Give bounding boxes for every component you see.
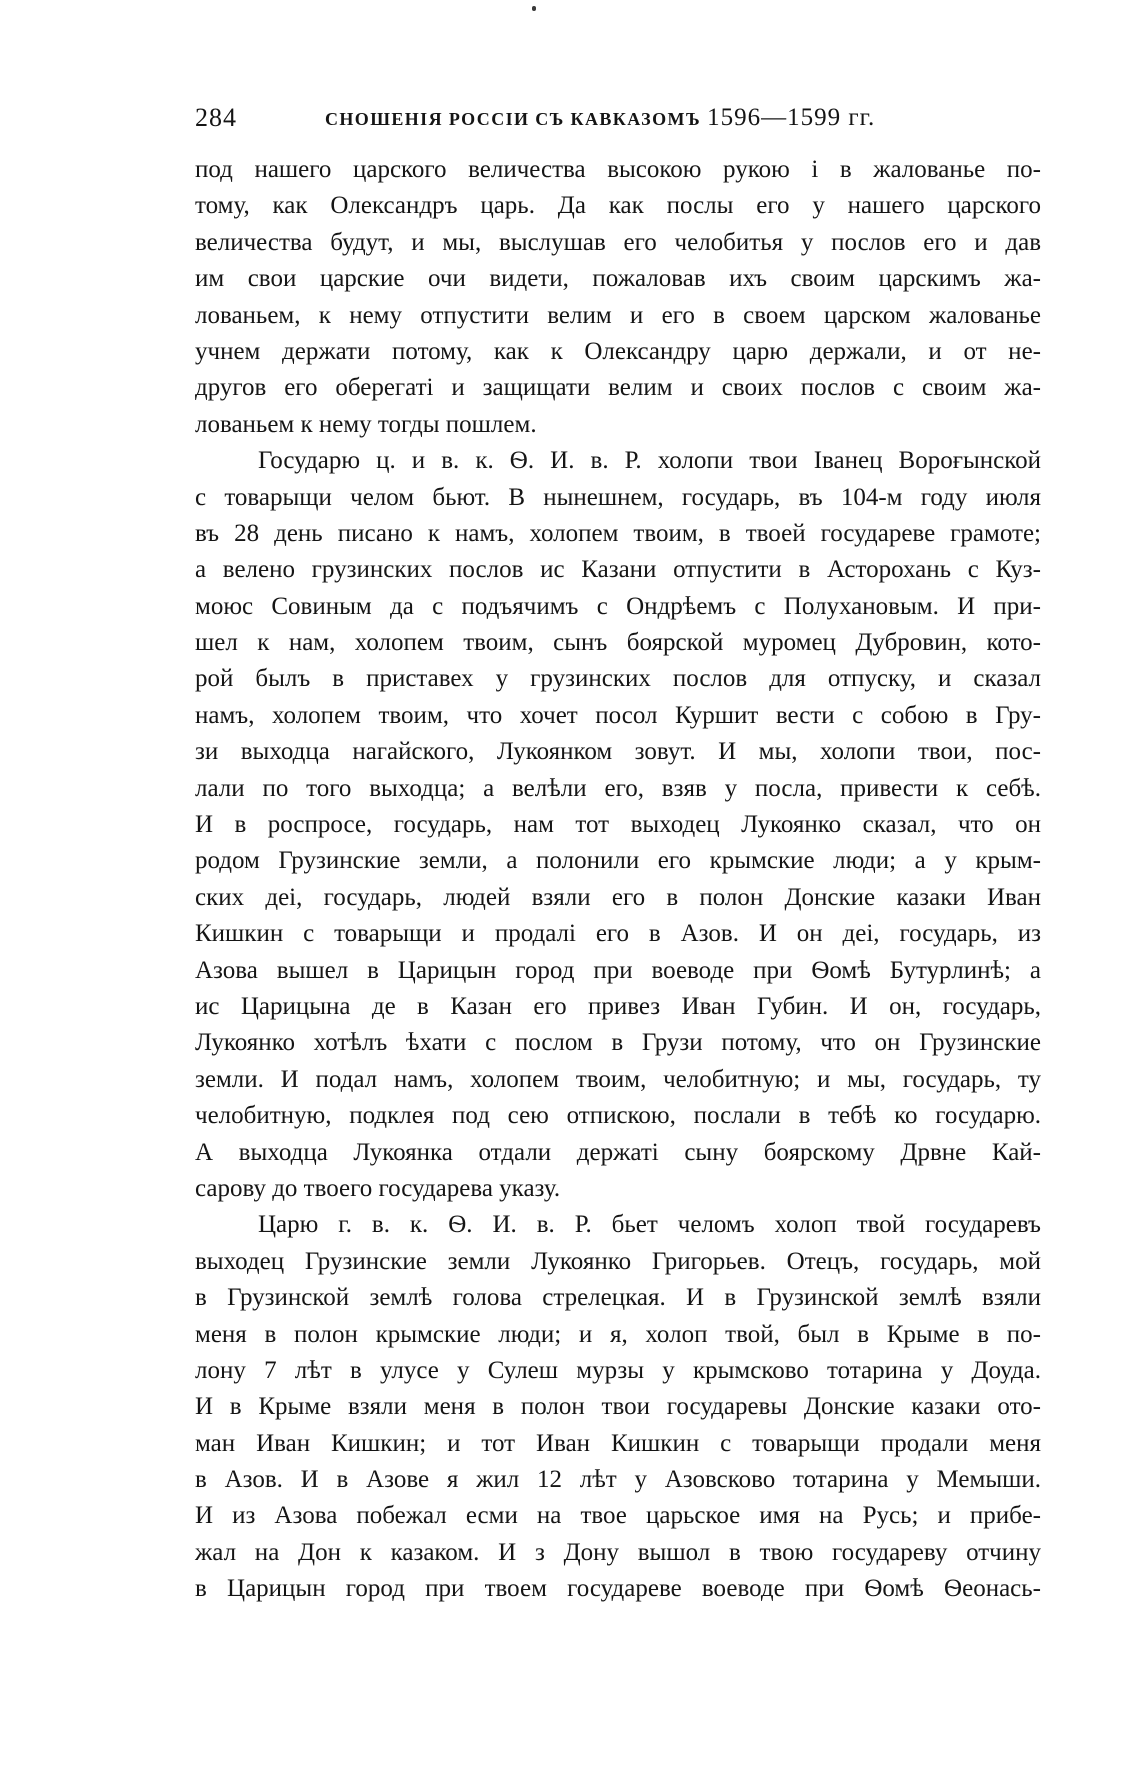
text-line: лали по того выходца; а велѣли его, взяв у посла, привести к себѣ. — [195, 774, 1041, 802]
running-title — [325, 100, 875, 137]
paragraph — [195, 152, 1041, 443]
text-line: Лукоянко хотѣлъ ѣхати с послом в Грузи потому, что он Грузинские — [195, 1029, 1041, 1057]
text-line: Государю ц. и в. к. Ѳ. И. в. Р. холопи твои Іванец Вороғынской — [258, 447, 1041, 475]
text-line: А выходца Лукоянка отдали держаті сыну боярскому Дрвне Кай- — [195, 1138, 1041, 1166]
text-line: под нашего царского величества высокою рукою і в жалованье по- — [195, 156, 1041, 183]
text-line: родом Грузинские земли, а полонили его крымские люди; а у крым- — [195, 847, 1041, 875]
text-line: лованьем, к нему отпустити велим и его в своем царском жалованье — [195, 301, 1041, 329]
paragraph — [195, 443, 1041, 1207]
text-line: И в роспросе, государь, нам тот выходец Лукоянко сказал, что он — [195, 811, 1041, 839]
text-line: учнем держати потому, как к Олександру царю держали, и от не- — [195, 337, 1041, 365]
paragraph — [195, 1207, 1041, 1607]
text-line: намъ, холопем твоим, что хочет посол Куршит вести с собою в Гру- — [195, 701, 1041, 729]
text-line: зи выходца нагайского, Лукоянком зовут. И мы, холопи твои, пос- — [195, 738, 1041, 766]
text-line: Царю г. в. к. Ѳ. И. в. Р. бьет челомъ холоп твой государевъ — [258, 1211, 1041, 1239]
text-line: тому, как Олександръ царь. Да как послы его у нашего царского — [195, 192, 1041, 220]
body-text — [195, 152, 1041, 1608]
text-line: величества будут, и мы, выслушав его челобитья у послов его и дав — [195, 228, 1041, 256]
text-line: лованьем к нему тогды пошлем. — [195, 410, 537, 438]
text-line: шел к нам, холопем твоим, сынъ боярской муромец Дубровин, кото- — [195, 629, 1041, 657]
text-line: лону 7 лѣт в улусе у Сулеш мурзы у крымсково тотарина у Доуда. — [195, 1356, 1041, 1384]
text-line: им свои царские очи видети, пожаловав ихъ своим царскимъ жа- — [195, 265, 1041, 293]
page-number: 284 — [195, 103, 237, 132]
text-line: земли. И подал намъ, холопем твоим, челобитную; и мы, государь, ту — [195, 1065, 1041, 1093]
text-line: сарову до твоего государева указу. — [195, 1174, 561, 1202]
text-line: И из Азова побежал есми на твое царьское имя на Русь; и прибе- — [195, 1502, 1041, 1530]
running-title-years: 1596—1599 гг. — [707, 104, 876, 131]
text-line: другов его оберегаті и защищати велим и своих послов с своим жа- — [195, 374, 1041, 402]
text-line: рой былъ в приставех у грузинских послов для отпуску, и сказал — [195, 665, 1041, 693]
text-line: челобитную, подклея под сею отпискою, послали в тебѣ ко государю. — [195, 1102, 1041, 1130]
text-line: ман Иван Кишкин; и тот Иван Кишкин с товарыщи продали меня — [195, 1429, 1041, 1457]
text-line: в Азов. И в Азове я жил 12 лѣт у Азовсково тотарина у Мемыши. — [195, 1466, 1041, 1494]
text-line: въ 28 день писано к намъ, холопем твоим, в твоей государеве грамоте; — [195, 519, 1041, 547]
text-line: Азова вышел в Царицын город при воеводе при Ѳомѣ Бутурлинѣ; а — [195, 956, 1041, 984]
text-line: жал на Дон к казаком. И з Дону вышол в твою государеву отчину — [195, 1538, 1041, 1566]
text-line: Кишкин с товарыщи и продалі его в Азов. И он деі, государь, из — [195, 920, 1041, 948]
text-line: ских деі, государь, людей взяли его в полон Донские казаки Иван — [195, 883, 1041, 911]
text-line: а велено грузинских послов ис Казани отпустити в Асторохань с Куз- — [195, 556, 1041, 584]
text-line: с товарыщи челом бьют. В нынешнем, государь, въ 104-м году июля — [195, 483, 1041, 511]
text-line: ис Царицына де в Казан его привез Иван Губин. И он, государь, — [195, 992, 1041, 1020]
running-title-text: СНОШЕНІЯ РОССІИ СЪ КАВКАЗОМЪ — [325, 109, 702, 129]
text-line: моюс Совиным да с подъячимъ с Ондрѣемъ с Полухановым. И при- — [195, 592, 1041, 620]
text-line: в Царицын город при твоем государеве воеводе при Ѳомѣ Ѳеонась- — [195, 1575, 1041, 1603]
text-line: выходец Грузинские земли Лукоянко Григорьев. Отецъ, государь, мой — [195, 1247, 1041, 1275]
text-line: в Грузинской землѣ голова стрелецкая. И в Грузинской землѣ взяли — [195, 1284, 1041, 1312]
print-speck — [532, 6, 536, 11]
page-header — [195, 100, 900, 136]
text-line: меня в полон крымские люди; и я, холоп твой, был в Крыме в по- — [195, 1320, 1041, 1348]
text-line: И в Крыме взяли меня в полон твои государевы Донские казаки ото- — [195, 1393, 1041, 1421]
